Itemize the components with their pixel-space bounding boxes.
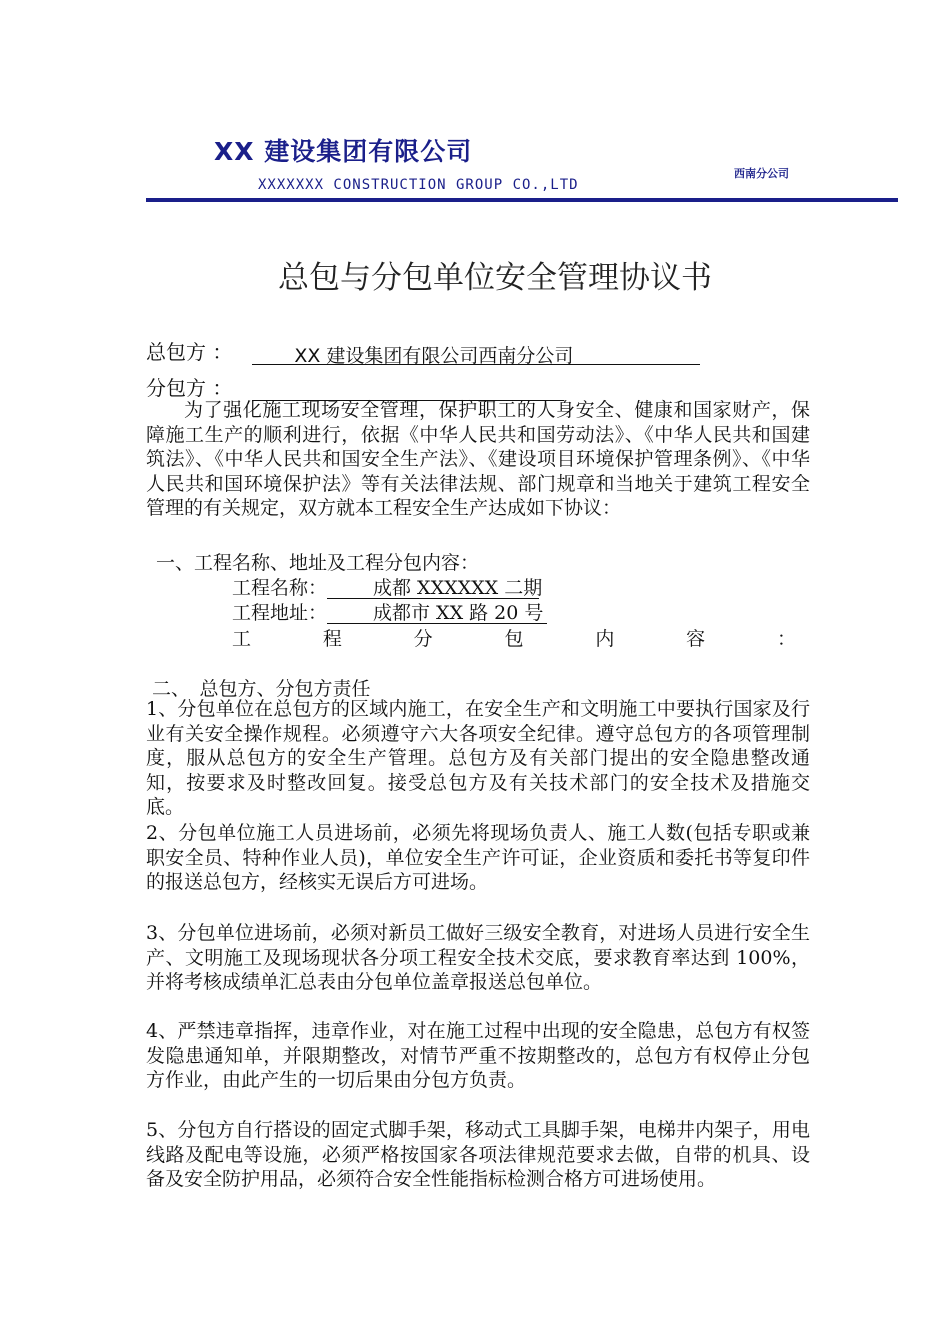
clause-2: 2、分包单位施工人员进场前，必须先将现场负责人、施工人数(包括专职或兼职安全员、特种作业人员)，单位安全生产许可证，企业资质和委托书等复印件的报送总包方，经核实无误后方可进场。 bbox=[146, 822, 810, 894]
content-char: 分 bbox=[413, 628, 433, 650]
content-char: 工 bbox=[232, 628, 252, 650]
content-char: ： bbox=[776, 628, 796, 650]
project-address-label: 工程地址： bbox=[232, 602, 328, 624]
company-name: XX 建设集团有限公司 bbox=[214, 137, 473, 166]
general-contractor-line bbox=[146, 336, 700, 365]
intro-paragraph: 为了强化施工现场安全管理，保护职工的人身安全、健康和国家财产，保障施工生产的顺利进行，依据《中华人民共和国劳动法》、《中华人民共和国建筑法》、《中华人民共和国安全生产法》、《建设项目环境保护管理条例》、《中华人民共和国环境保护法》等有关法律法规、部门规章和当地关于建筑工程安全管理的有关规定，双方就本工程安全生产达成如下协议： bbox=[146, 399, 810, 520]
section1-heading: 一、工程名称、地址及工程分包内容： bbox=[156, 552, 480, 574]
content-char: 内 bbox=[595, 628, 615, 650]
general-contractor-label: 总包方 ： bbox=[146, 340, 233, 364]
clause-5: 5、分包方自行搭设的固定式脚手架，移动式工具脚手架，电梯井内架子，用电线路及配电等设施，必须严格按国家各项法律规范要求去做，自带的机具、设备及安全防护用品，必须符合安全性能指标检测合格方可进场使用。 bbox=[146, 1119, 810, 1191]
clause-3: 3、分包单位进场前，必须对新员工做好三级安全教育，对进场人员进行安全生产、文明施工及现场现状各分项工程安全技术交底，要求教育率达到 100%，并将考核成绩单汇总表由分包单位盖章报送总包单位。 bbox=[146, 922, 810, 994]
project-address-value: 成都市 XX 路 20 号 bbox=[327, 603, 547, 624]
project-address-line bbox=[232, 598, 547, 625]
document-title: 总包与分包单位安全管理协议书 bbox=[278, 260, 712, 296]
project-name-value: 成都 XXXXXX 二期 bbox=[327, 578, 539, 599]
content-char: 包 bbox=[504, 628, 524, 650]
subcontract-content-line bbox=[232, 624, 796, 651]
section2-heading: 二、 总包方、分包方责任 bbox=[152, 678, 371, 700]
project-name-line bbox=[232, 573, 543, 600]
general-contractor-value: XX 建设集团有限公司西南分公司 bbox=[252, 341, 700, 365]
header-divider bbox=[146, 198, 898, 202]
clause-4: 4、严禁违章指挥，违章作业，对在施工过程中出现的安全隐患，总包方有权签发隐患通知单，并限期整改，对情节严重不按期整改的，总包方有权停止分包方作业，由此产生的一切后果由分包方负责。 bbox=[146, 1020, 810, 1092]
company-name-english: XXXXXXX CONSTRUCTION GROUP CO.,LTD bbox=[258, 177, 579, 193]
subcontractor-label: 分包方 ： bbox=[146, 376, 233, 400]
project-name-label: 工程名称： bbox=[232, 577, 328, 599]
content-char: 程 bbox=[322, 628, 342, 650]
clause-1: 1、分包单位在总包方的区域内施工，在安全生产和文明施工中要执行国家及行业有关安全操作规程。必须遵守六大各项安全纪律。遵守总包方的各项管理制度，服从总包方的安全生产管理。总包方及有关部门提出的安全隐患整改通知，按要求及时整改回复。接受总包方及有关技术部门的安全技术及措施交底。 bbox=[146, 698, 810, 819]
content-char: 容 bbox=[686, 628, 706, 650]
subcontractor-line bbox=[146, 372, 564, 401]
branch-label: 西南分公司 bbox=[734, 167, 789, 180]
